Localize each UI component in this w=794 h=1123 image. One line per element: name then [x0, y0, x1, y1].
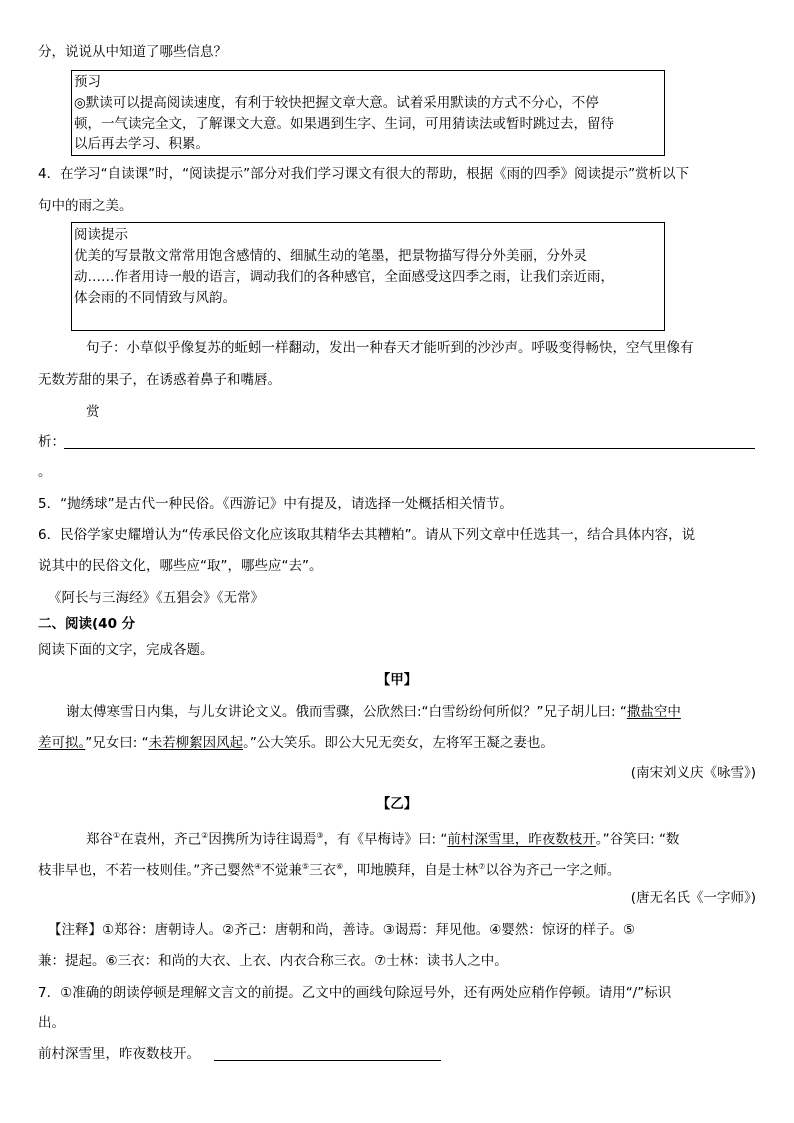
reading-tips-box [71, 222, 665, 331]
passage-line [86, 826, 679, 850]
answer-line[interactable] [64, 448, 755, 449]
box-line: 以后再去学习、积累。 [74, 136, 209, 152]
passage-line [38, 733, 554, 753]
underlined-text: 未若柳絮因风起 [148, 735, 244, 751]
text-line: 前村深雪里，昨夜数枝开。 [38, 1046, 200, 1062]
text-span: ，叩地膜拜，自是士林 [343, 862, 479, 879]
passage-title-jia: 【甲】 [376, 672, 418, 688]
box-line: 动……作者用诗一般的语言，调动我们的各种感官，全面感受这四季之雨，让我们亲近雨， [74, 269, 614, 285]
box-line: 体会雨的不同情致与风韵。 [74, 290, 236, 306]
text-line: 。 [38, 464, 52, 480]
text-line: 说其中的民俗文化，哪些应“取”，哪些应“去”。 [38, 558, 323, 574]
footnote-mark: ③ [316, 831, 324, 840]
passage-line [38, 857, 620, 881]
footnote-mark: ④ [254, 862, 262, 871]
passage-line [66, 702, 681, 722]
source-citation: (唐无名氏《一字师》) [630, 890, 756, 906]
text-span: 谢太傅寒雪日内集，与儿女讲论文义。俄而雪骤，公欣然曰:“白雪纷纷何所似？”兄子胡儿曰: “ [66, 704, 627, 720]
underlined-text: 撒盐空中 [626, 704, 681, 720]
text-span: 不觉兼 [261, 862, 302, 879]
question-5: 5．“抛绣球”是古代一种民俗。《西游记》中有提及，请选择一处概括相关情节。 [38, 496, 513, 512]
footnote-mark: ⑥ [336, 862, 344, 871]
text-span: 三衣 [309, 862, 337, 879]
text-line: 出。 [38, 1015, 65, 1031]
box-title: 阅读提示 [74, 227, 128, 243]
text-span: 郑谷 [86, 831, 113, 848]
text-span: ”兄女曰: “ [85, 735, 149, 751]
footnote-mark: ② [201, 831, 209, 840]
footnote-mark: ① [113, 831, 121, 840]
answer-line[interactable] [214, 1060, 441, 1061]
box-line: ◎默读可以提高阅读速度，有利于较快把握文章大意。试着采用默读的方式不分心，不停 [74, 95, 599, 111]
section-heading: 二、阅读(40 分 [38, 616, 136, 632]
box-title: 预习 [74, 74, 101, 90]
text-line: 句中的雨之美。 [38, 198, 133, 214]
underlined-text: 差可拟。 [38, 735, 86, 751]
footnote-mark: ⑦ [478, 862, 486, 871]
box-line: 顿，一气读完全文，了解课文大意。如果遇到生字、生词，可用猜读法或暂时跳过去，留待 [74, 116, 614, 132]
passage-title-yi: 【乙】 [376, 796, 418, 812]
text-span: 。”公大笑乐。即公大兄无奕女，左将军王凝之妻也。 [243, 735, 554, 751]
text-line: 《阿长与三海经》《五猖会》《无常》 [48, 590, 264, 606]
question-4: 4．在学习“自读课”时，“阅读提示”部分对我们学习课文有很大的帮助，根据《雨的四季》阅读提示”赏析以下 [38, 166, 690, 182]
text-span: 因携所为诗往谒焉 [208, 831, 317, 848]
underlined-text: 前村深雪里，昨夜数枝开 [447, 831, 596, 848]
text-span: 枝非早也，不若一枝则佳。”齐己婴然 [38, 862, 255, 879]
text-span: 以谷为齐己一字之师。 [485, 862, 621, 879]
source-citation: (南宋刘义庆《咏雪》) [630, 765, 756, 781]
text-line: 分，说说从中知道了哪些信息？ [38, 44, 227, 60]
text-line: 阅读下面的文字，完成各题。 [38, 642, 214, 658]
text-span: 在袁州，齐己 [120, 831, 202, 848]
question-7: 7．①准确的朗读停顿是理解文言文的前提。乙文中的画线句除逗号外，还有两处应稍作停顿。请用“/”标识 [38, 985, 672, 1001]
text-line: 析： [38, 434, 65, 450]
question-6: 6．民俗学家史耀增认为“传承民俗文化应该取其精华去其糟粕”。请从下列文章中任选其一，结合具体内容，说 [38, 527, 696, 543]
footnote-mark: ⑤ [301, 862, 310, 871]
text-line: 句子：小草似乎像复苏的蚯蚓一样翻动，发出一种春天才能听到的沙沙声。呼吸变得畅快，空气里像有 [86, 340, 694, 356]
box-line: 优美的写景散文常常用饱含感情的、细腻生动的笔墨，把景物描写得分外美丽，分外灵 [74, 248, 587, 264]
notes-line: 兼：提起。⑥三衣：和尚的大衣、上衣、内衣合称三衣。⑦士林：读书人之中。 [38, 953, 508, 969]
preview-box [71, 70, 665, 156]
text-line: 无数芳甜的果子，在诱惑着鼻子和嘴唇。 [38, 372, 281, 388]
text-line: 赏 [86, 404, 100, 420]
notes-line: 【注释】①郑谷：唐朝诗人。②齐己：唐朝和尚，善诗。③谒焉：拜见他。④婴然：惊讶的样子。⑤ [48, 922, 636, 938]
text-span: 。”谷笑曰: “数 [595, 831, 680, 848]
text-span: ，有《早梅诗》曰: “ [323, 831, 448, 848]
